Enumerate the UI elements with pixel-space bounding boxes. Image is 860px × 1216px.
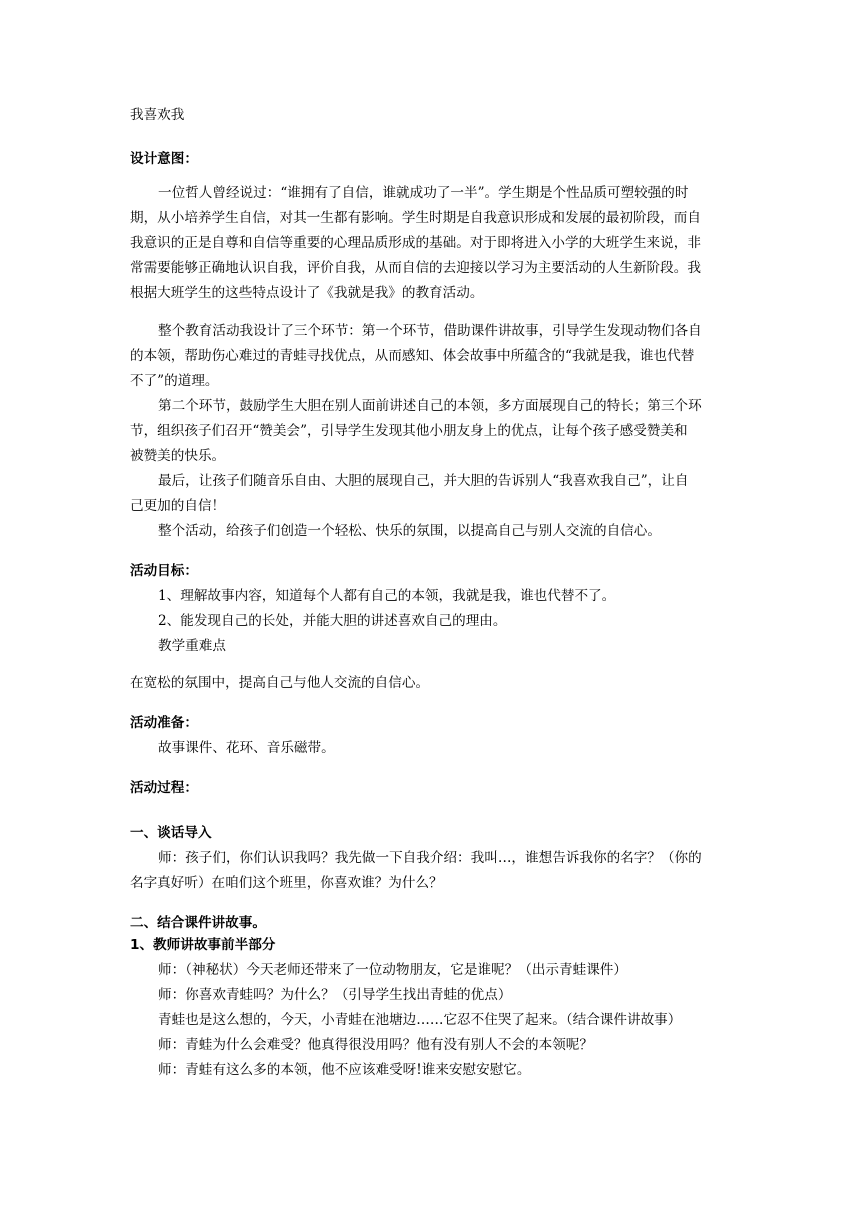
design-para1-line1: 一位哲人曾经说过：“谁拥有了自信，谁就成功了一半”。学生期是个性品质可塑较强的时: [158, 185, 689, 201]
prep-heading: 活动准备：: [130, 715, 198, 731]
design-para4-line1: 最后，让孩子们随音乐自由、大胆的展现自己，并大胆的告诉别人“我喜欢我自己”，让自: [158, 473, 689, 489]
section1-heading: 一、谈话导入: [130, 825, 212, 841]
design-para2-line3: 不了”的道理。: [130, 373, 219, 389]
section1-line1: 师：孩子们，你们认识我吗？我先做一下自我介绍：我叫…，谁想告诉我你的名字？（你的: [158, 850, 702, 866]
sub1-line1: 师：（神秘状）今天老师还带来了一位动物朋友，它是谁呢？（出示青蛙课件）: [158, 962, 627, 978]
design-para2-line2: 的本领，帮助伤心难过的青蛙寻找优点，从而感知、体会故事中所蕴含的“我就是我，谁也代替: [130, 348, 695, 364]
design-para3-line1: 第二个环节，鼓励学生大胆在别人面前讲述自己的本领，多方面展现自己的特长；第三个环: [158, 398, 702, 414]
design-para4-line2: 己更加的自信！: [130, 498, 226, 514]
design-para5: 整个活动，给孩子们创造一个轻松、快乐的氛围，以提高自己与别人交流的自信心。: [158, 523, 661, 539]
goals-heading: 活动目标：: [130, 563, 198, 579]
section2-heading: 二、结合课件讲故事。: [130, 915, 266, 931]
prep-text: 故事课件、花环、音乐磁带。: [158, 740, 335, 756]
sub1-line3: 青蛙也是这么想的，今天，小青蛙在池塘边……它忍不住哭了起来。（结合课件讲故事）: [158, 1012, 682, 1028]
key-points-text: 在宽松的氛围中，提高自己与他人交流的自信心。: [130, 675, 430, 691]
design-para1-line4: 常需要能够正确地认识自我，评价自我，从而自信的去迎接以学习为主要活动的人生新阶段。我: [130, 260, 701, 276]
document-title: 我喜欢我: [130, 107, 185, 123]
sub1-line2: 师：你喜欢青蛙吗？为什么？（引导学生找出青蛙的优点）: [158, 987, 512, 1003]
design-heading: 设计意图：: [130, 151, 198, 167]
section1-line2: 名字真好听）在咱们这个班里，你喜欢谁？为什么？: [130, 875, 443, 891]
design-para3-line2: 节，组织孩子们召开“赞美会”，引导学生发现其他小朋友身上的优点，让每个孩子感受赞美和: [130, 423, 688, 439]
key-points-label: 教学重难点: [158, 638, 226, 654]
design-para3-line3: 被赞美的快乐。: [130, 448, 226, 464]
sub1-heading: 1、教师讲故事前半部分: [130, 937, 276, 953]
goal-1: 1、理解故事内容，知道每个人都有自己的本领，我就是我，谁也代替不了。: [158, 588, 616, 604]
goal-2: 2、能发现自己的长处，并能大胆的讲述喜欢自己的理由。: [158, 613, 507, 629]
process-heading: 活动过程：: [130, 780, 198, 796]
sub1-line4: 师：青蛙为什么会难受？他真得很没用吗？他有没有别人不会的本领呢？: [158, 1037, 593, 1053]
design-para1-line5: 根据大班学生的这些特点设计了《我就是我》的教育活动。: [130, 285, 484, 301]
design-para1-line3: 我意识的正是自尊和自信等重要的心理品质形成的基础。对于即将进入小学的大班学生来说，非: [130, 235, 701, 251]
sub1-line5: 师：青蛙有这么多的本领，他不应该难受呀!谁来安慰安慰它。: [158, 1062, 531, 1078]
design-para2-line1: 整个教育活动我设计了三个环节：第一个环节，借助课件讲故事，引导学生发现动物们各自: [158, 323, 702, 339]
design-para1-line2: 期，从小培养学生自信，对其一生都有影响。学生时期是自我意识形成和发展的最初阶段，而自: [130, 210, 701, 226]
